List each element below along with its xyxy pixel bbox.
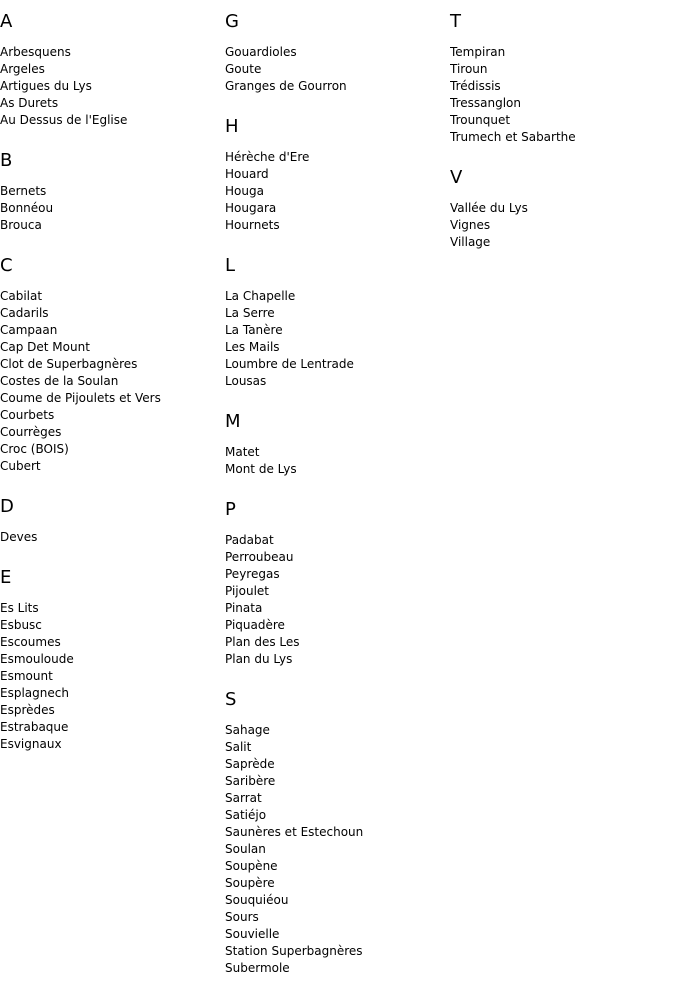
place-link-cadarils[interactable]: Cadarils [0, 306, 49, 320]
letter-group-l [225, 254, 445, 390]
list-item [225, 356, 445, 373]
place-link-esplagnech[interactable]: Esplagnech [0, 686, 69, 700]
list-item [450, 61, 670, 78]
letter-heading: A [0, 11, 13, 32]
list-item [450, 112, 670, 129]
place-link-clot-de-superbagneres[interactable]: Clot de Superbagnères [0, 357, 138, 371]
letter-heading: E [0, 567, 12, 588]
list-item [225, 322, 445, 339]
place-link-souvielle[interactable]: Souvielle [225, 927, 280, 941]
place-link-houard[interactable]: Houard [225, 167, 269, 181]
place-link-tressanglon[interactable]: Tressanglon [450, 96, 521, 110]
place-list [0, 529, 220, 546]
place-link-brouca[interactable]: Brouca [0, 218, 42, 232]
place-link-vallee-du-lys[interactable]: Vallée du Lys [450, 201, 528, 215]
place-link-piquadere[interactable]: Piquadère [225, 618, 285, 632]
list-item [0, 373, 220, 390]
place-link-es-lits[interactable]: Es Lits [0, 601, 39, 615]
list-item [0, 112, 220, 129]
list-item [0, 339, 220, 356]
list-item [225, 373, 445, 390]
place-list [225, 44, 445, 95]
letter-group-a [0, 10, 220, 129]
place-link-cabilat[interactable]: Cabilat [0, 289, 43, 303]
place-link-loumbre-de-lentrade[interactable]: Loumbre de Lentrade [225, 357, 354, 371]
list-item [225, 461, 445, 478]
list-item [225, 44, 445, 61]
letter-group-p [225, 498, 445, 668]
letter-heading: B [0, 150, 13, 171]
place-list [225, 722, 445, 977]
list-item [0, 78, 220, 95]
letter-heading: V [450, 167, 463, 188]
letter-group-d [0, 495, 220, 546]
list-item [450, 95, 670, 112]
place-link-plan-du-lys[interactable]: Plan du Lys [225, 652, 293, 666]
place-link-as-durets[interactable]: As Durets [0, 96, 59, 110]
place-link-subermole[interactable]: Subermole [225, 961, 290, 975]
list-item [225, 943, 445, 960]
list-item [450, 217, 670, 234]
list-item [225, 790, 445, 807]
list-item [225, 566, 445, 583]
list-item [225, 909, 445, 926]
place-link-station-superbagneres[interactable]: Station Superbagnères [225, 944, 363, 958]
place-link-trounquet[interactable]: Trounquet [450, 113, 511, 127]
letter-heading: H [225, 116, 239, 137]
list-item [225, 926, 445, 943]
place-link-la-tanere[interactable]: La Tanère [225, 323, 283, 337]
place-link-soupere[interactable]: Soupère [225, 876, 275, 890]
place-link-perroubeau[interactable]: Perroubeau [225, 550, 294, 564]
place-link-courreges[interactable]: Courrèges [0, 425, 62, 439]
place-list [0, 600, 220, 753]
place-link-sours[interactable]: Sours [225, 910, 259, 924]
list-item [0, 322, 220, 339]
place-link-esmouloude[interactable]: Esmouloude [0, 652, 74, 666]
letter-group-c [0, 254, 220, 475]
list-item [225, 960, 445, 977]
place-link-esmount[interactable]: Esmount [0, 669, 53, 683]
place-link-vignes[interactable]: Vignes [450, 218, 491, 232]
list-item [0, 356, 220, 373]
list-item [225, 217, 445, 234]
letter-group-s [225, 688, 445, 977]
place-link-sahage[interactable]: Sahage [225, 723, 270, 737]
list-item [225, 200, 445, 217]
place-link-costes-de-la-soulan[interactable]: Costes de la Soulan [0, 374, 119, 388]
list-item [225, 841, 445, 858]
place-link-argeles[interactable]: Argeles [0, 62, 45, 76]
place-link-artigues-du-lys[interactable]: Artigues du Lys [0, 79, 92, 93]
place-list [0, 183, 220, 234]
list-item [225, 824, 445, 841]
place-link-hougara[interactable]: Hougara [225, 201, 277, 215]
place-list [225, 288, 445, 390]
place-link-goute[interactable]: Goute [225, 62, 262, 76]
place-link-campaan[interactable]: Campaan [0, 323, 58, 337]
list-item [0, 183, 220, 200]
list-item [225, 634, 445, 651]
list-item [225, 166, 445, 183]
place-list [450, 200, 670, 251]
place-link-hereche-d-ere[interactable]: Hérèche d'Ere [225, 150, 310, 164]
list-item [225, 617, 445, 634]
list-item [0, 617, 220, 634]
list-item [0, 668, 220, 685]
list-item [225, 773, 445, 790]
place-link-au-dessus-de-l-eglise[interactable]: Au Dessus de l'Eglise [0, 113, 128, 127]
list-item [225, 149, 445, 166]
list-item [225, 444, 445, 461]
place-link-escoumes[interactable]: Escoumes [0, 635, 61, 649]
place-link-esbusc[interactable]: Esbusc [0, 618, 42, 632]
place-link-pinata[interactable]: Pinata [225, 601, 263, 615]
place-link-soupene[interactable]: Soupène [225, 859, 278, 873]
place-link-la-serre[interactable]: La Serre [225, 306, 275, 320]
letter-heading: G [225, 11, 239, 32]
place-link-bonneou[interactable]: Bonnéou [0, 201, 54, 215]
list-item [0, 529, 220, 546]
place-link-houga[interactable]: Houga [225, 184, 264, 198]
place-link-sarrat[interactable]: Sarrat [225, 791, 262, 805]
place-link-salit[interactable]: Salit [225, 740, 252, 754]
place-list [0, 288, 220, 475]
list-item [225, 807, 445, 824]
list-item [0, 634, 220, 651]
list-item [225, 892, 445, 909]
list-item [450, 78, 670, 95]
place-list [225, 532, 445, 668]
list-item [0, 719, 220, 736]
list-item [450, 234, 670, 251]
place-link-les-mails[interactable]: Les Mails [225, 340, 280, 354]
place-list [450, 44, 670, 146]
list-item [0, 390, 220, 407]
list-item [225, 583, 445, 600]
place-list [225, 444, 445, 478]
list-item [450, 129, 670, 146]
list-item [225, 549, 445, 566]
place-link-arbesquens[interactable]: Arbesquens [0, 45, 71, 59]
list-item [0, 441, 220, 458]
list-item [225, 288, 445, 305]
list-item [225, 739, 445, 756]
place-link-sauneres-et-estechoun[interactable]: Saunères et Estechoun [225, 825, 364, 839]
list-item [0, 200, 220, 217]
letter-group-e [0, 566, 220, 753]
letter-heading: C [0, 255, 13, 276]
list-item [0, 95, 220, 112]
letter-heading: P [225, 499, 236, 520]
place-link-pijoulet[interactable]: Pijoulet [225, 584, 270, 598]
letter-group-m [225, 410, 445, 478]
list-item [450, 44, 670, 61]
place-link-hournets[interactable]: Hournets [225, 218, 280, 232]
place-link-mont-de-lys[interactable]: Mont de Lys [225, 462, 297, 476]
list-item [0, 44, 220, 61]
list-item [0, 305, 220, 322]
place-link-plan-des-les[interactable]: Plan des Les [225, 635, 300, 649]
place-list [225, 149, 445, 234]
letter-heading: L [225, 255, 236, 276]
index-column-1 [0, 10, 220, 773]
letter-heading: M [225, 411, 241, 432]
place-link-deves[interactable]: Deves [0, 530, 38, 544]
list-item [225, 875, 445, 892]
place-link-saribere[interactable]: Saribère [225, 774, 276, 788]
list-item [0, 424, 220, 441]
letter-group-h [225, 115, 445, 234]
list-item [0, 61, 220, 78]
list-item [225, 61, 445, 78]
list-item [225, 532, 445, 549]
list-item [225, 651, 445, 668]
place-link-bernets[interactable]: Bernets [0, 184, 47, 198]
list-item [225, 858, 445, 875]
place-link-peyregas[interactable]: Peyregas [225, 567, 280, 581]
place-link-souquieou[interactable]: Souquiéou [225, 893, 289, 907]
place-list [0, 44, 220, 129]
place-link-coume-de-pijoulets-et-vers[interactable]: Coume de Pijoulets et Vers [0, 391, 161, 405]
list-item [450, 200, 670, 217]
place-link-gouardioles[interactable]: Gouardioles [225, 45, 297, 59]
letter-heading: D [0, 496, 14, 517]
place-link-village[interactable]: Village [450, 235, 491, 249]
letter-group-t [450, 10, 670, 146]
list-item [225, 183, 445, 200]
place-link-esvignaux[interactable]: Esvignaux [0, 737, 62, 751]
list-item [225, 339, 445, 356]
place-link-croc-bois[interactable]: Croc (BOIS) [0, 442, 69, 456]
list-item [0, 407, 220, 424]
list-item [0, 600, 220, 617]
place-link-trumech-et-sabarthe[interactable]: Trumech et Sabarthe [450, 130, 576, 144]
place-link-la-chapelle[interactable]: La Chapelle [225, 289, 296, 303]
letter-group-b [0, 149, 220, 234]
index-column-2 [225, 10, 445, 997]
list-item [0, 685, 220, 702]
place-link-soulan[interactable]: Soulan [225, 842, 266, 856]
letter-group-g [225, 10, 445, 95]
place-link-cap-det-mount[interactable]: Cap Det Mount [0, 340, 90, 354]
list-item [225, 78, 445, 95]
place-link-espredes[interactable]: Esprèdes [0, 703, 55, 717]
list-item [0, 736, 220, 753]
place-link-satiejo[interactable]: Satiéjo [225, 808, 267, 822]
place-link-matet[interactable]: Matet [225, 445, 260, 459]
place-link-saprede[interactable]: Saprède [225, 757, 275, 771]
letter-heading: T [450, 11, 461, 32]
place-link-padabat[interactable]: Padabat [225, 533, 274, 547]
place-link-tempiran[interactable]: Tempiran [450, 45, 506, 59]
place-link-tredissis[interactable]: Trédissis [450, 79, 501, 93]
list-item [0, 702, 220, 719]
list-item [0, 458, 220, 475]
list-item [0, 217, 220, 234]
place-link-courbets[interactable]: Courbets [0, 408, 55, 422]
letter-heading: S [225, 689, 237, 710]
list-item [225, 305, 445, 322]
place-link-tiroun[interactable]: Tiroun [450, 62, 488, 76]
place-link-lousas[interactable]: Lousas [225, 374, 267, 388]
index-column-3 [450, 10, 670, 271]
list-item [0, 651, 220, 668]
list-item [225, 756, 445, 773]
place-link-cubert[interactable]: Cubert [0, 459, 41, 473]
list-item [225, 600, 445, 617]
place-link-estrabaque[interactable]: Estrabaque [0, 720, 69, 734]
list-item [225, 722, 445, 739]
letter-group-v [450, 166, 670, 251]
list-item [0, 288, 220, 305]
place-link-granges-de-gourron[interactable]: Granges de Gourron [225, 79, 347, 93]
